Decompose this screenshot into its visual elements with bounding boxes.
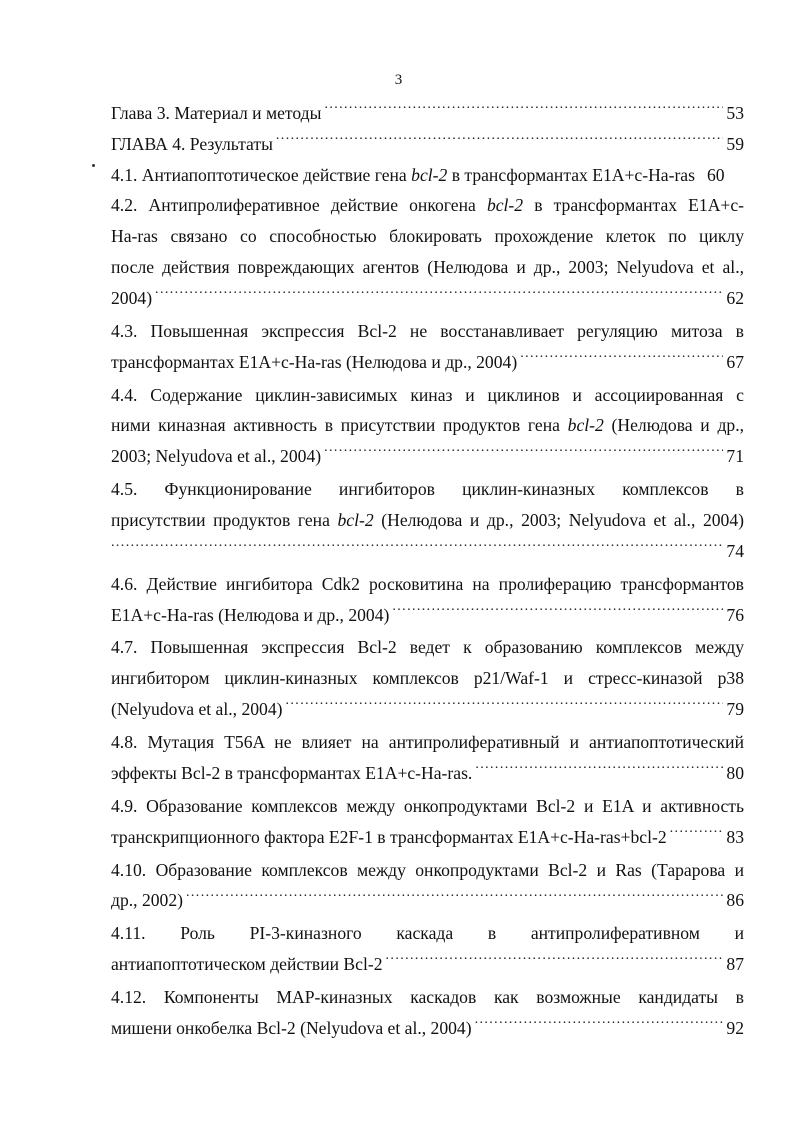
dot-leader	[286, 697, 724, 715]
toc-entry-ch3[interactable]	[111, 98, 744, 129]
toc-entry-4-9[interactable]: 4.9. Образование комплексов между онкопродуктами Bcl-2 и E1A и активность транскрипционного фактора E2F-1 в трансформантах E1A+c-Ha-ras+bcl-2 ..... 83	[111, 791, 744, 853]
dot-leader	[475, 1016, 724, 1034]
toc-entry-4-1[interactable]	[111, 160, 744, 191]
toc-page-number: 86	[726, 890, 744, 911]
toc-page-number: 74	[726, 540, 744, 561]
dot-leader	[392, 603, 723, 621]
toc-page-number: 76	[726, 604, 744, 625]
toc-entry-4-10[interactable]: 4.10. Образование комплексов между онкопродуктами Bcl-2 и Ras (Тарарова и др., 2002) ..... 86	[111, 855, 744, 917]
dot-leader	[324, 445, 723, 463]
toc-page-number: 80	[726, 762, 744, 783]
toc-entry-ch4[interactable]	[111, 129, 744, 160]
toc-entry-4-3[interactable]: 4.3. Повышенная экспрессия Bcl-2 не восстанавливает регуляцию митоза в трансформантах E1A+c-Ha-ras (Нелюдова и др., 2004) ..... 67	[111, 316, 744, 378]
dot-leader	[520, 350, 723, 368]
toc-entry-4-8[interactable]: 4.8. Мутация T56A не влияет на антипролиферативный и антиапоптотический эффекты Bcl-2 в трансформантах E1A+c-Ha-ras. ..... 80	[111, 727, 744, 789]
toc-page-number: 53	[726, 103, 744, 123]
toc-entry-title: ГЛАВА 4. Результаты	[111, 133, 273, 154]
toc-page-number: 71	[726, 446, 744, 467]
dot-leader	[111, 539, 723, 557]
dot-leader	[186, 889, 723, 907]
dot-leader	[386, 953, 724, 971]
toc-entry-4-7[interactable]: 4.7. Повышенная экспрессия Bcl-2 ведет к образованию комплексов между ингибитором циклин-киназных комплексов p21/Waf-1 и стресс-киназой p38 (Nelyudova et al., 2004) ..... 79	[111, 632, 744, 724]
toc-entry-4-11[interactable]: 4.11. Роль PI-3-киназного каскада в антипролиферативном и антиапоптотическом действии Bcl-2 ..... 87	[111, 918, 744, 980]
toc-page-number: 83	[726, 826, 744, 847]
toc-page-number: 79	[726, 699, 744, 720]
toc-page-number: 60	[706, 164, 725, 185]
toc-entry-title: Глава 3. Материал и методы	[111, 103, 322, 123]
dot-leader	[276, 132, 724, 150]
dot-leader	[324, 101, 723, 119]
toc-page-number: 87	[726, 954, 744, 975]
toc-entry-4-2[interactable]: 4.2. Антипролиферативное действие онкогена bcl-2 в трансформантах E1A+c- Ha-ras связано со способностью блокировать прохождение клеток по циклу после действия повреждающих агентов (Нелюдова и др., 2003; Nelyudova et al., 2004) ..... 62	[111, 190, 744, 313]
page-number: 3	[394, 72, 403, 88]
toc-entry-4-12[interactable]: 4.12. Компоненты MAP-киназных каскадов как возможные кандидаты в мишени онкобелка Bcl-2 (Nelyudova et al., 2004) ..... 92	[111, 982, 744, 1044]
toc-page-number: 92	[726, 1017, 744, 1038]
dot-leader	[475, 761, 723, 779]
toc-page-number: 59	[726, 133, 744, 154]
toc-entry-title: 4.1. Антиапоптотическое действие гена bcl-2 в трансформантах E1A+c-Ha-ras	[111, 164, 695, 185]
toc-page-number: 62	[726, 287, 744, 308]
dot-leader	[670, 825, 724, 843]
toc-page-number: 67	[726, 351, 744, 372]
toc-entry-4-5[interactable]: 4.5. Функционирование ингибиторов циклин-киназных комплексов в присутствии продуктов гена bcl-2 (Нелюдова и др., 2003; Nelyudova et al., 2004) ..... 74	[111, 474, 744, 566]
stray-mark	[92, 164, 95, 167]
table-of-contents	[111, 98, 744, 1044]
toc-entry-4-4[interactable]: 4.4. Содержание циклин-зависимых киназ и циклинов и ассоциированная с ними киназная активность в присутствии продуктов гена bcl-2 (Нелюдова и др., 2003; Nelyudova et al., 2004) ..... 71	[111, 380, 744, 472]
toc-entry-4-6[interactable]: 4.6. Действие ингибитора Cdk2 росковитина на пролиферацию трансформантов E1A+c-Ha-ras (Нелюдова и др., 2004) ..... 76	[111, 569, 744, 631]
dot-leader	[155, 286, 723, 304]
